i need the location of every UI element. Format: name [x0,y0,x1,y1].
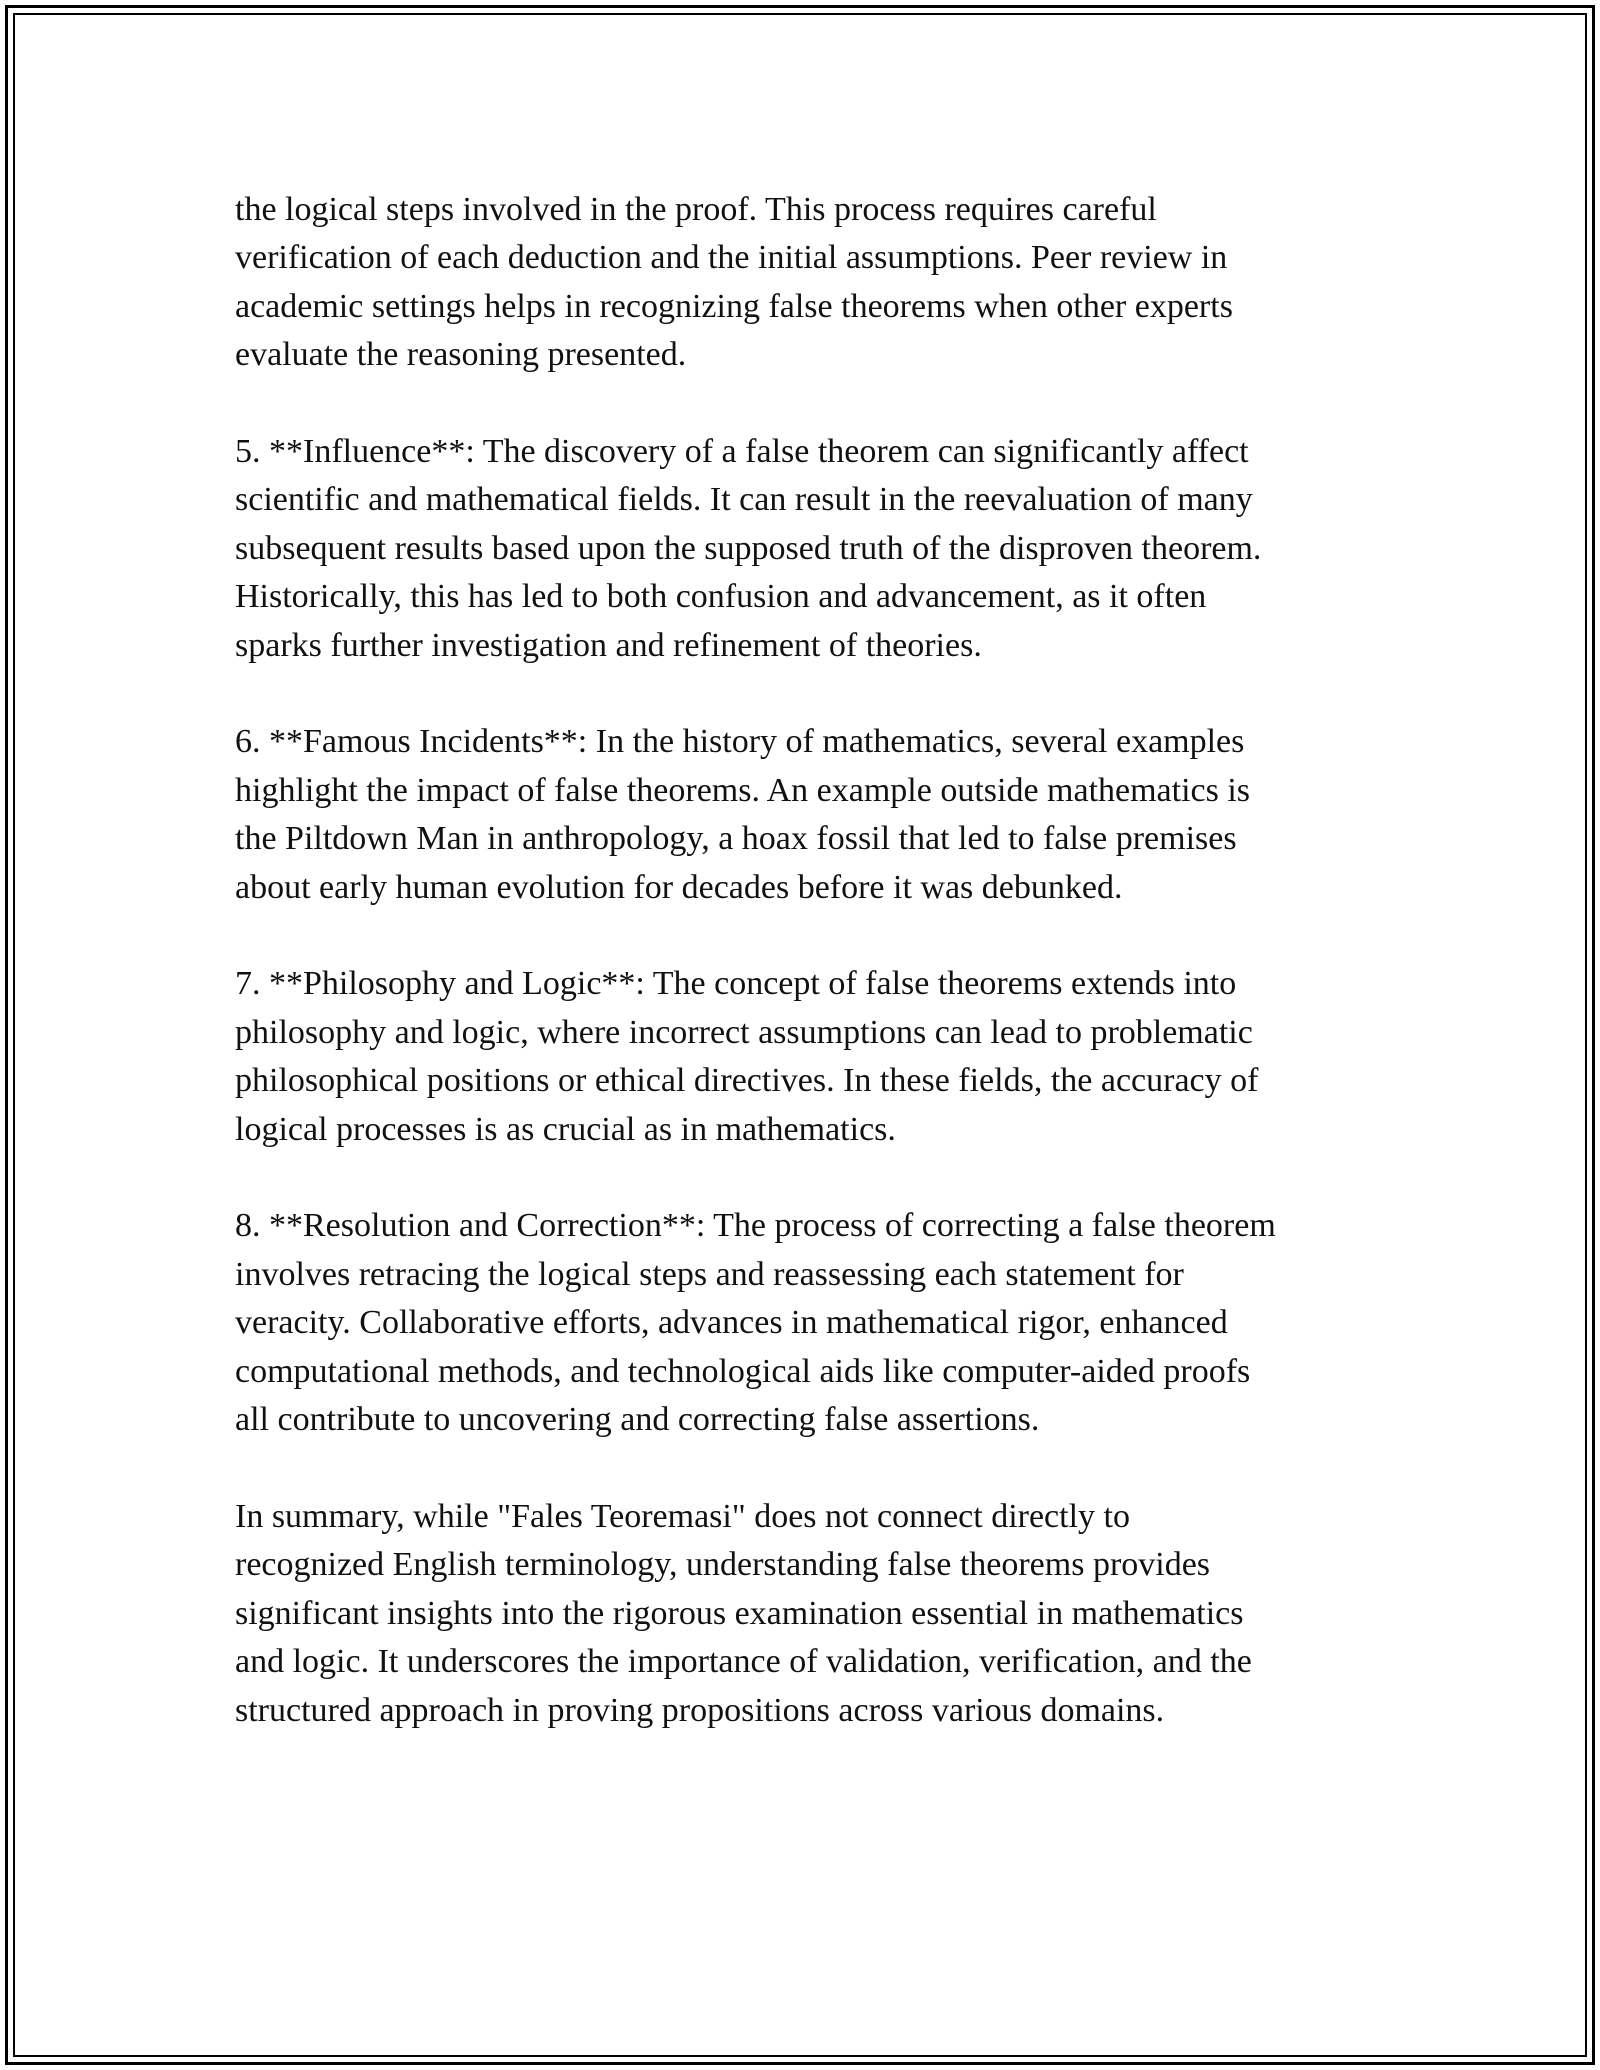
paragraph-resolution-and-correction: 8. **Resolution and Correction**: The process of correcting a false theorem involves retracing the logical steps and reassessing each statement for veracity. Collaborative efforts, advances in mathematical rigor, enhanced computational methods, and technological aids like computer-aided proofs all contribute to uncovering and correcting false assertions. [235,1207,1276,1439]
document-body [235,186,1375,1783]
paragraph-philosophy-and-logic: 7. **Philosophy and Logic**: The concept of false theorems extends into philosophy and logic, where incorrect assumptions can lead to problematic philosophical positions or ethical directives. In these fields, the accuracy of logical processes is as crucial as in mathematics. [235,965,1259,1148]
paragraph-influence: 5. **Influence**: The discovery of a false theorem can significantly affect scientific and mathematical fields. It can result in the reevaluation of many subsequent results based upon the supposed truth of the disproven theorem. Historically, this has led to both confusion and advancement, as it often sparks further investigation and refinement of theories. [235,433,1262,664]
paragraph-verification-continued: the logical steps involved in the proof. This process requires careful verification of each deduction and the initial assumptions. Peer review in academic settings helps in recognizing false theorems when other experts evaluate the reasoning presented. [235,191,1233,374]
paragraph-famous-incidents: 6. **Famous Incidents**: In the history of mathematics, several examples highlight the impact of false theorems. An example outside mathematics is the Piltdown Man in anthropology, a hoax fossil that led to false premises about early human evolution for decades before it was debunked. [235,723,1251,906]
paragraph-summary: In summary, while "Fales Teoremasi" does not connect directly to recognized English terminology, understanding false theorems provides significant insights into the rigorous examination essential in mathematics and logic. It underscores the importance of validation, verification, and the structured approach in proving propositions across various domains. [235,1497,1252,1729]
